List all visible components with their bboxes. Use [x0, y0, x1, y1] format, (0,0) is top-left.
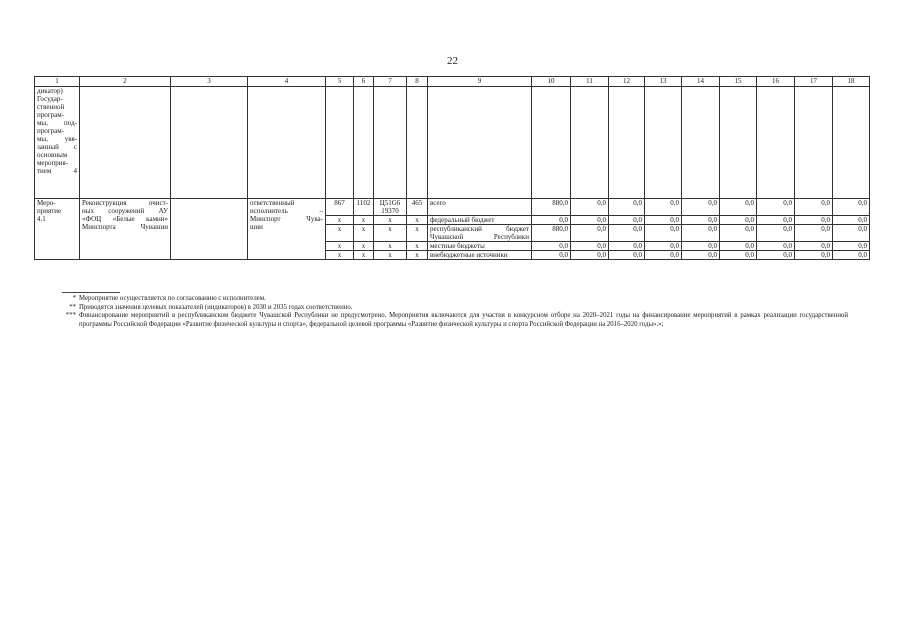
source-cell	[428, 225, 532, 242]
cell-text: «ФОЦ «Белые камни»	[82, 215, 168, 223]
cell-text: x	[388, 251, 392, 259]
header-cell: 8	[407, 77, 428, 87]
table-cell	[795, 87, 833, 199]
code-cell: x	[326, 251, 354, 260]
value-cell: 0,0	[609, 199, 645, 216]
cell-text: мы, увя-	[37, 135, 77, 143]
value-cell: 0,0	[720, 216, 757, 225]
code-cell: x	[326, 216, 354, 225]
cell-text: внебюджетные источники	[430, 251, 508, 259]
header-cell: 18	[833, 77, 870, 87]
value-cell: 0,0	[532, 242, 571, 251]
cell-text: Минспорт Чува-	[250, 215, 323, 223]
cell-text: дикатор)	[37, 87, 63, 95]
header-cell: 4	[248, 77, 326, 87]
header-cell: 1	[35, 77, 80, 87]
cell-text: 19370	[381, 207, 399, 215]
cell-text: приятие	[37, 207, 62, 215]
value-cell: 0,0	[720, 251, 757, 260]
code-cell	[374, 216, 407, 225]
code-cell: x	[407, 242, 428, 251]
footnote	[62, 295, 848, 304]
footnote	[62, 304, 848, 313]
code-cell: x	[326, 242, 354, 251]
value-cell: 0,0	[682, 242, 720, 251]
cell-text: x	[388, 216, 392, 224]
cell-text: шии	[250, 223, 263, 231]
header-cell: 7	[374, 77, 407, 87]
value-cell: 0,0	[609, 242, 645, 251]
value-cell: 0,0	[682, 199, 720, 216]
table-cell	[833, 87, 870, 199]
value-cell: 880,0	[532, 199, 571, 216]
page-number: 22	[447, 55, 458, 67]
header-cell: 16	[757, 77, 795, 87]
value-cell: 0,0	[682, 251, 720, 260]
header-cell: 5	[326, 77, 354, 87]
code-cell	[374, 225, 407, 242]
cell-text: ственной	[37, 103, 65, 111]
table-cell	[374, 87, 407, 199]
footnote-mark: ***	[65, 312, 76, 319]
table-cell	[171, 199, 248, 260]
cell-text: местные бюджеты	[430, 242, 485, 250]
table-cell	[720, 87, 757, 199]
code-cell: 867	[326, 199, 354, 216]
header-cell: 2	[80, 77, 171, 87]
footnote-rule	[62, 292, 120, 293]
code-cell: x	[354, 251, 374, 260]
value-cell: 0,0	[720, 199, 757, 216]
header-cell: 13	[645, 77, 682, 87]
cell-text: 4.1	[37, 215, 46, 223]
cell-text: ных сооружений АУ	[82, 207, 168, 215]
cell-text: x	[388, 225, 392, 233]
header-cell: 12	[609, 77, 645, 87]
value-cell: 0,0	[571, 199, 609, 216]
code-cell	[374, 251, 407, 260]
value-cell: 0,0	[682, 225, 720, 242]
table-cell	[80, 87, 171, 199]
value-cell: 0,0	[532, 251, 571, 260]
table-cell	[532, 87, 571, 199]
event-name-cell	[80, 199, 171, 260]
value-cell: 0,0	[795, 199, 833, 216]
footnotes	[62, 292, 848, 329]
continuation-row	[35, 87, 870, 199]
value-cell: 0,0	[757, 199, 795, 216]
value-cell: 0,0	[795, 242, 833, 251]
code-cell: x	[354, 242, 374, 251]
value-cell: 0,0	[645, 216, 682, 225]
value-cell: 0,0	[833, 216, 870, 225]
cell-text: занный с	[37, 143, 77, 151]
header-cell: 10	[532, 77, 571, 87]
cell-text: Ц51G6	[379, 199, 401, 207]
table-cell	[645, 87, 682, 199]
code-cell: 465	[407, 199, 428, 216]
cell-text: Меро-	[37, 199, 56, 207]
value-cell: 0,0	[757, 251, 795, 260]
value-cell: 0,0	[833, 251, 870, 260]
value-cell: 0,0	[645, 251, 682, 260]
executor-cell	[248, 199, 326, 260]
value-cell: 0,0	[532, 216, 571, 225]
table-cell	[609, 87, 645, 199]
code-cell	[374, 199, 407, 216]
value-cell: 0,0	[645, 225, 682, 242]
cell-text: основным	[37, 151, 68, 159]
source-cell	[428, 242, 532, 251]
code-cell: x	[354, 216, 374, 225]
value-cell: 0,0	[609, 251, 645, 260]
table-cell	[354, 87, 374, 199]
table-row	[35, 199, 870, 216]
value-cell: 0,0	[720, 225, 757, 242]
value-cell: 0,0	[571, 242, 609, 251]
header-cell: 3	[171, 77, 248, 87]
table-cell	[407, 87, 428, 199]
table-cell	[248, 87, 326, 199]
value-cell: 0,0	[571, 251, 609, 260]
value-cell: 0,0	[833, 242, 870, 251]
value-cell: 880,0	[532, 225, 571, 242]
value-cell: 0,0	[833, 199, 870, 216]
header-cell: 17	[795, 77, 833, 87]
footnote-text: Приводятся значения целевых показателей (индикаторов) в 2030 и 2035 годах соответственно.	[79, 303, 353, 311]
code-cell: x	[354, 225, 374, 242]
value-cell: 0,0	[833, 225, 870, 242]
value-cell: 0,0	[757, 242, 795, 251]
cell-text: мероприя-	[37, 159, 69, 167]
table-cell	[326, 87, 354, 199]
header-cell: 15	[720, 77, 757, 87]
table-cell	[428, 87, 532, 199]
source-cell	[428, 199, 532, 216]
code-cell: x	[407, 216, 428, 225]
code-cell: x	[407, 225, 428, 242]
program-table	[34, 76, 870, 260]
code-cell: x	[326, 225, 354, 242]
header-cell: 9	[428, 77, 532, 87]
cell-text: x	[388, 242, 392, 250]
table-cell	[757, 87, 795, 199]
header-cell: 6	[354, 77, 374, 87]
header-cell: 14	[682, 77, 720, 87]
value-cell: 0,0	[757, 216, 795, 225]
cell-text: мы, под-	[37, 119, 77, 127]
cell-text: Государ-	[37, 95, 63, 103]
code-cell: 1102	[354, 199, 374, 216]
cell-text: тием 4	[37, 167, 77, 175]
table-cell	[571, 87, 609, 199]
cell-text: федеральный бюджет	[430, 216, 495, 224]
value-cell: 0,0	[571, 216, 609, 225]
value-cell: 0,0	[795, 216, 833, 225]
cell-text: Чувашской Республики	[430, 233, 529, 241]
table-cell	[682, 87, 720, 199]
cell-text: республиканский бюджет	[430, 225, 529, 233]
value-cell: 0,0	[795, 251, 833, 260]
value-cell: 0,0	[757, 225, 795, 242]
header-cell: 11	[571, 77, 609, 87]
code-cell	[374, 242, 407, 251]
source-cell	[428, 216, 532, 225]
cell-text: всего	[430, 199, 446, 207]
header-row	[35, 77, 870, 87]
value-cell: 0,0	[795, 225, 833, 242]
event-number-cell	[35, 199, 80, 260]
cell-text: Минспорта Чувашии	[82, 223, 168, 231]
value-cell: 0,0	[645, 199, 682, 216]
value-cell: 0,0	[609, 216, 645, 225]
table-cell	[35, 87, 80, 199]
value-cell: 0,0	[720, 242, 757, 251]
source-cell	[428, 251, 532, 260]
value-cell: 0,0	[682, 216, 720, 225]
cell-text: програм-	[37, 127, 64, 135]
cell-text: ответственный	[250, 199, 295, 207]
cell-text: Реконструкция очист-	[82, 199, 168, 207]
value-cell: 0,0	[645, 242, 682, 251]
cell-text: исполнитель –	[250, 207, 323, 215]
footnote-mark: **	[69, 303, 76, 311]
cell-text: програм-	[37, 111, 64, 119]
value-cell: 0,0	[609, 225, 645, 242]
table-cell	[171, 87, 248, 199]
footnote-text: Мероприятие осуществляется по согласованию с исполнителем.	[79, 295, 266, 302]
value-cell: 0,0	[571, 225, 609, 242]
footnote	[62, 312, 848, 329]
footnote-mark: *	[72, 295, 76, 302]
footnote-text: Финансирование мероприятий в республиканском бюджете Чувашской Республики не предусмотрено. Мероприятия включаются для участия в конкурсном отборе на 2020–2021 годы на финансирование мероприятий в рамках реализации государственной программы Российской Федерации «Развитие физической культуры и спорта», федеральной целевой программы «Развитие физической культуры и спорта Российской Федерации на 2016–2020 годы».»;	[79, 312, 848, 328]
code-cell: x	[407, 251, 428, 260]
